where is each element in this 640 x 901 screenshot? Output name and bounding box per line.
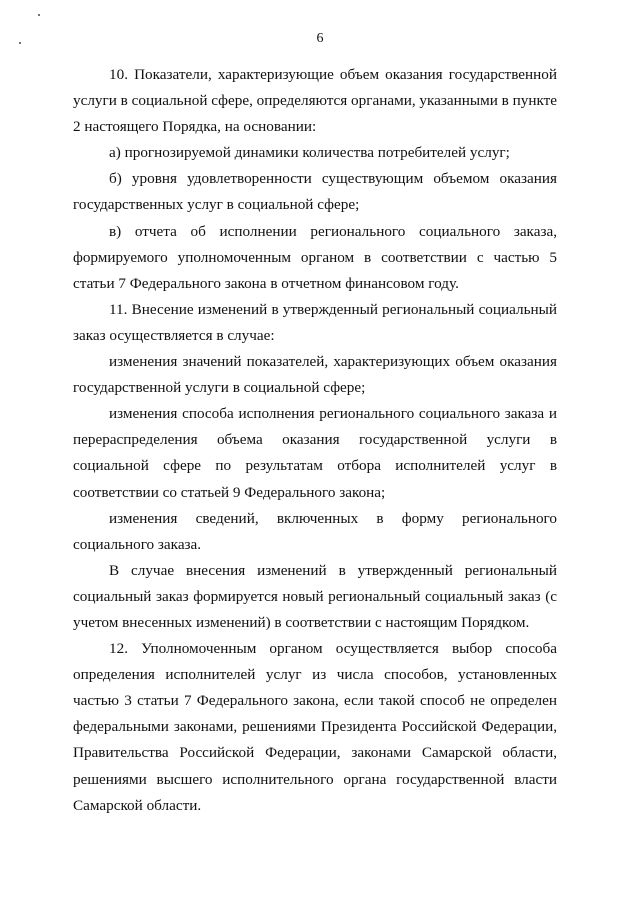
paragraph-10: 10. Показатели, характеризующие объем оказания государственной услуги в социальной сфере, определяются органами, указанными в пункте 2 настоящего Порядка, на основании: — [73, 66, 558, 136]
paragraph-10c: в) отчета об исполнении регионального социального заказа, формируемого уполномоченным органом в соответствии с частью 5 статьи 7 Федерального закона в отчетном финансовом году. — [73, 222, 557, 292]
document-body — [73, 62, 557, 819]
paragraph-11-item-1: изменения значений показателей, характеризующих объем оказания государственной услуги в социальной сфере; — [73, 353, 557, 397]
paragraph-10a: а) прогнозируемой динамики количества потребителей услуг; — [109, 144, 510, 162]
paragraph-11-item-2: изменения способа исполнения регионального социального заказа и перераспределения объема оказания государственной услуги в социальной сфере по результатам отбора исполнителей услуг в соответствии со статьей 9 Федерального закона; — [73, 405, 557, 501]
paragraph-10b: б) уровня удовлетворенности существующим объемом оказания государственных услуг в социальной сфере; — [73, 170, 557, 214]
paragraph-11: 11. Внесение изменений в утвержденный региональный социальный заказ осуществляется в случае: — [73, 300, 557, 344]
scan-speck — [38, 14, 40, 16]
page-number: 6 — [316, 31, 324, 46]
paragraph-11-note: В случае внесения изменений в утвержденный региональный социальный заказ формируется новый региональный социальный заказ (с учетом внесенных изменений) в соответствии с настоящим Порядком. — [73, 561, 557, 631]
paragraph-11-item-3: изменения сведений, включенных в форму регионального социального заказа. — [73, 509, 557, 553]
paragraph-12: 12. Уполномоченным органом осуществляется выбор способа определения исполнителей услуг из числа способов, установленных частью 3 статьи 7 Федерального закона, если такой способ не определен федеральными законами, решениями Президента Российской Федерации, Правительства Российской Федерации, законами Самарской области, решениями высшего исполнительного органа государственной власти Самарской области. — [73, 640, 557, 814]
